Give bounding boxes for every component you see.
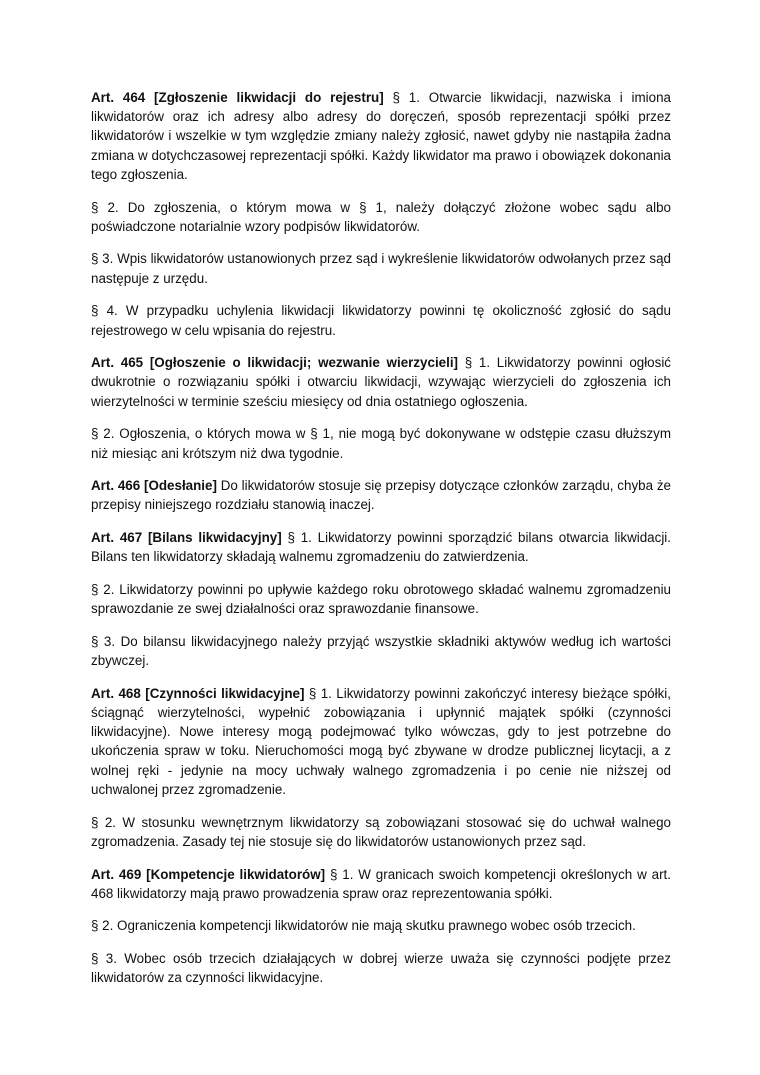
paragraph-text: Do likwidatorów stosuje się przepisy dotyczące członków zarządu, chyba że przepisy niniejszego rozdziału stanowią inaczej. bbox=[91, 478, 671, 513]
paragraph-text: § 3. Wpis likwidatorów ustanowionych przez sąd i wykreślenie likwidatorów odwołanych przez sąd następuje z urzędu. bbox=[91, 251, 671, 286]
article-heading: Art. 468 [Czynności likwidacyjne] bbox=[91, 685, 305, 701]
paragraph-art-464-s2 bbox=[91, 198, 671, 236]
article-heading: Art. 464 [Zgłoszenie likwidacji do rejestru] bbox=[91, 90, 384, 105]
article-heading: Art. 465 [Ogłoszenie o likwidacji; wezwanie wierzycieli] bbox=[91, 355, 459, 371]
paragraph-art-466 bbox=[91, 476, 671, 514]
paragraph-text: § 4. W przypadku uchylenia likwidacji likwidatorzy powinni tę okoliczność zgłosić do sądu rejestrowego w celu wpisania do rejestru. bbox=[91, 303, 671, 338]
paragraph-text: § 2. W stosunku wewnętrznym likwidatorzy są zobowiązani stosować się do uchwał walnego zgromadzenia. Zasady tej nie stosuje się do likwidatorów ustanowionych przez sąd. bbox=[91, 814, 671, 849]
document-page bbox=[91, 88, 671, 1001]
paragraph-text: § 3. Do bilansu likwidacyjnego należy przyjąć wszystkie składniki aktywów według ich wartości zbywczej. bbox=[91, 633, 671, 669]
paragraph-text: § 2. Ograniczenia kompetencji likwidatorów nie mają skutku prawnego wobec osób trzecich. bbox=[91, 918, 636, 934]
paragraph-art-467-s3 bbox=[91, 632, 671, 670]
article-heading: Art. 466 [Odesłanie] bbox=[91, 478, 217, 494]
paragraph-text: § 1. Likwidatorzy powinni sporządzić bilans otwarcia likwidacji. Bilans ten likwidatorzy składają walnemu zgromadzeniu do zatwierdzenia. bbox=[91, 530, 671, 565]
paragraph-text: § 2. Likwidatorzy powinni po upływie każdego roku obrotowego składać walnemu zgromadzeniu sprawozdanie ze swej działalności oraz sprawozdanie finansowe. bbox=[91, 582, 671, 617]
paragraph-text: § 1. Otwarcie likwidacji, nazwiska i imiona likwidatorów oraz ich adresy albo adresy do doręczeń, sposób reprezentacji spółki przez likwidatorów i wszelkie w tym względzie zmiany należy zgłosić, nawet gdyby nie nastąpiła żadna zmiana w dotychczasowej reprezentacji spółki. Każdy likwidator ma prawo i obowiązek dokonania tego zgłoszenia. bbox=[91, 90, 671, 182]
paragraph-art-465-s1 bbox=[91, 353, 671, 411]
paragraph-text: § 1. Likwidatorzy powinni zakończyć interesy bieżące spółki, ściągnąć wierzytelności, wypełnić zobowiązania i upłynnić majątek spółki (czynności likwidacyjne). Nowe interesy mogą podejmować tylko wówczas, gdy to jest potrzebne do ukończenia spraw w toku. Nieruchomości mogą być zbywane w drodze publicznej licytacji, a z wolnej ręki - jedynie na mocy uchwały walnego zgromadzenia i po cenie nie niższej od uchwalonej przez zgromadzenie. bbox=[91, 685, 671, 797]
paragraph-text: § 1. Likwidatorzy powinni ogłosić dwukrotnie o rozwiązaniu spółki i otwarciu likwidacji, wzywając wierzycieli do zgłoszenia ich wierzytelności w terminie sześciu miesięcy od dnia ostatniego ogłoszenia. bbox=[91, 355, 671, 409]
paragraph-text: § 1. W granicach swoich kompetencji określonych w art. 468 likwidatorzy mają prawo prowadzenia spraw oraz reprezentowania spółki. bbox=[91, 866, 671, 901]
paragraph-art-467-s2 bbox=[91, 580, 671, 618]
paragraph-art-464-s4 bbox=[91, 301, 671, 339]
paragraph-art-469-s3 bbox=[91, 949, 671, 987]
paragraph-art-468-s1 bbox=[91, 684, 671, 799]
article-heading: Art. 469 [Kompetencje likwidatorów] bbox=[91, 866, 326, 882]
paragraph-art-469-s1 bbox=[91, 865, 671, 903]
paragraph-text: § 3. Wobec osób trzecich działających w dobrej wierze uważa się czynności podjęte przez likwidatorów za czynności likwidacyjne. bbox=[91, 951, 671, 986]
article-heading: Art. 467 [Bilans likwidacyjny] bbox=[91, 530, 282, 546]
paragraph-art-469-s2 bbox=[91, 916, 671, 935]
paragraph-art-464-s1 bbox=[91, 88, 671, 184]
paragraph-text: § 2. Do zgłoszenia, o którym mowa w § 1, należy dołączyć złożone wobec sądu albo poświadczone notarialnie wzory podpisów likwidatorów. bbox=[91, 199, 671, 234]
paragraph-art-464-s3 bbox=[91, 249, 671, 287]
paragraph-text: § 2. Ogłoszenia, o których mowa w § 1, nie mogą być dokonywane w odstępie czasu dłuższym niż miesiąc ani krótszym niż dwa tygodnie. bbox=[91, 426, 671, 461]
paragraph-art-467-s1 bbox=[91, 528, 671, 566]
paragraph-art-468-s2 bbox=[91, 813, 671, 851]
paragraph-art-465-s2 bbox=[91, 424, 671, 462]
